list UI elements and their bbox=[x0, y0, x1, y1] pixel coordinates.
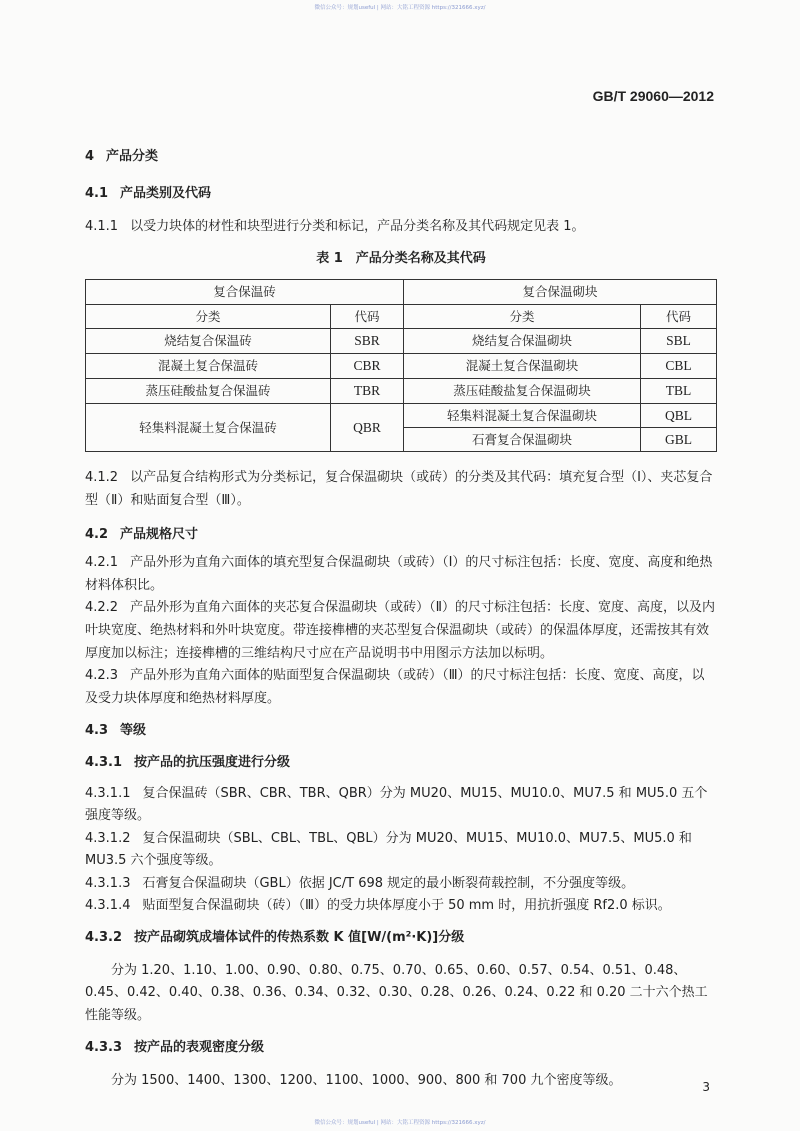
section-number: 4 bbox=[85, 149, 95, 164]
clause-text: 以受力块体的材性和块型进行分类和标记，产品分类名称及其代码规定见表 1。 bbox=[130, 219, 585, 235]
clause-text: 产品外形为直角六面体的夹芯复合保温砌块（或砖）（Ⅱ）的尺寸标注包括：长度、宽度、高度，以及内叶块宽度、绝热材料和外叶块宽度。带连接榫槽的夹芯型复合保温砌块（或砖）的保温体厚度，还需按其有效厚度加以标注；连接榫槽的三维结构尺寸应在产品说明书中用图示方法加以标明。 bbox=[85, 600, 715, 661]
section-title: 产品规格尺寸 bbox=[120, 526, 199, 542]
section-4-3-1 bbox=[85, 752, 717, 775]
clause-text: 产品外形为直角六面体的贴面型复合保温砌块（或砖）（Ⅲ）的尺寸标注包括：长度、宽度、高度，以及受力块体厚度和绝热材料厚度。 bbox=[85, 668, 705, 706]
section-4-3 bbox=[85, 720, 717, 743]
section-4-1 bbox=[85, 183, 717, 206]
clause-4-2-2 bbox=[85, 597, 717, 665]
col-header-class: 分类 bbox=[404, 305, 641, 329]
section-title: 产品分类 bbox=[106, 149, 159, 164]
clause-4-3-1-2 bbox=[85, 828, 717, 873]
col-header-code: 代码 bbox=[641, 305, 717, 329]
cell-code: TBR bbox=[331, 379, 404, 404]
cell-code: QBL bbox=[641, 404, 717, 428]
group-header-bricks: 复合保温砖 bbox=[86, 280, 404, 305]
watermark-bottom: 微信公众号：规划useful | 网站：大铭工程资源 https://321666.xyz/ bbox=[314, 1120, 486, 1126]
cell-code: GBL bbox=[641, 428, 717, 452]
section-4-2 bbox=[85, 524, 717, 547]
table-row bbox=[86, 379, 717, 404]
cell-code: TBL bbox=[641, 379, 717, 404]
cell: 轻集料混凝土复合保温砖 bbox=[86, 404, 331, 452]
section-title: 等级 bbox=[120, 723, 147, 739]
section-4-3-2 bbox=[85, 927, 717, 950]
clause-4-3-1-3 bbox=[85, 873, 717, 896]
cell-code: QBR bbox=[331, 404, 404, 452]
clause-number: 4.3.1.2 bbox=[85, 830, 131, 846]
table-row bbox=[86, 354, 717, 379]
group-header-blocks: 复合保温砌块 bbox=[404, 280, 717, 305]
cell: 烧结复合保温砖 bbox=[86, 329, 331, 354]
clause-number: 4.3.1.4 bbox=[85, 898, 131, 914]
cell: 混凝土复合保温砖 bbox=[86, 354, 331, 379]
cell-code: CBR bbox=[331, 354, 404, 379]
clause-4-1-2 bbox=[85, 467, 717, 512]
cell: 混凝土复合保温砌块 bbox=[404, 354, 641, 379]
clause-text: 复合保温砌块（SBL、CBL、TBL、QBL）分为 MU20、MU15、MU10.0、MU7.5、MU5.0 和 MU3.5 六个强度等级。 bbox=[85, 830, 692, 869]
section-title: 产品类别及代码 bbox=[120, 185, 212, 201]
paragraph-4-3-3: 分为 1500、1400、1300、1200、1100、1000、900、800 和 700 九个密度等级。 bbox=[111, 1073, 622, 1089]
section-number: 4.2 bbox=[85, 526, 109, 542]
clause-text: 复合保温砖（SBR、CBR、TBR、QBR）分为 MU20、MU15、MU10.0、MU7.5 和 MU5.0 五个强度等级。 bbox=[85, 785, 708, 824]
watermark-top: 微信公众号：规划useful | 网站：大铭工程资源 https://321666.xyz/ bbox=[314, 5, 486, 11]
clause-number: 4.2.2 bbox=[85, 600, 119, 616]
standard-number: GB/T 29060—2012 bbox=[592, 88, 714, 104]
clause-number: 4.2.1 bbox=[85, 555, 119, 571]
col-header-class: 分类 bbox=[86, 305, 331, 329]
section-title: 按产品的表观密度分级 bbox=[134, 1040, 265, 1056]
section-title: 按产品的抗压强度进行分级 bbox=[134, 754, 291, 770]
clause-4-3-1-4 bbox=[85, 895, 717, 918]
cell: 石膏复合保温砌块 bbox=[404, 428, 641, 452]
clause-number: 4.1.2 bbox=[85, 470, 119, 486]
table-title: 表 1 产品分类名称及其代码 bbox=[316, 250, 486, 266]
clause-4-2-1 bbox=[85, 552, 717, 597]
section-4-3-3 bbox=[85, 1037, 717, 1060]
cell: 烧结复合保温砌块 bbox=[404, 329, 641, 354]
clause-number: 4.3.1.3 bbox=[85, 875, 131, 891]
section-number: 4.3.1 bbox=[85, 754, 123, 770]
cell-code: SBL bbox=[641, 329, 717, 354]
classification-table bbox=[85, 279, 717, 452]
cell: 轻集料混凝土复合保温砌块 bbox=[404, 404, 641, 428]
cell-code: SBR bbox=[331, 329, 404, 354]
col-header-code: 代码 bbox=[331, 305, 404, 329]
section-number: 4.3 bbox=[85, 723, 109, 739]
clause-text: 以产品复合结构形式为分类标记，复合保温砌块（或砖）的分类及其代码：填充复合型（Ⅰ）、夹芯复合型（Ⅱ）和贴面复合型（Ⅲ）。 bbox=[85, 470, 713, 508]
section-number: 4.3.2 bbox=[85, 930, 123, 946]
section-number: 4.3.3 bbox=[85, 1040, 123, 1056]
cell: 蒸压硅酸盐复合保温砌块 bbox=[404, 379, 641, 404]
clause-text: 石膏复合保温砌块（GBL）依据 JC/T 698 规定的最小断裂荷载控制，不分强度等级。 bbox=[142, 875, 635, 891]
clause-4-2-3 bbox=[85, 665, 717, 710]
table-row bbox=[86, 404, 717, 428]
document-body bbox=[85, 0, 717, 1093]
section-4 bbox=[85, 146, 717, 169]
cell-code: CBL bbox=[641, 354, 717, 379]
paragraph-4-3-2: 分为 1.20、1.10、1.00、0.90、0.80、0.75、0.70、0.65、0.60、0.57、0.54、0.51、0.48、0.45、0.42、0.40、0.38、0.36、0.34、0.32、0.30、0.28、0.26、0.24、0.22 和 0.20 二十六个热工性能等级。 bbox=[85, 962, 708, 1023]
page-number: 3 bbox=[702, 1080, 710, 1094]
clause-4-1-1 bbox=[85, 216, 717, 239]
clause-4-3-1-1 bbox=[85, 783, 717, 828]
clause-text: 贴面型复合保温砌块（砖）（Ⅲ）的受力块体厚度小于 50 mm 时，用抗折强度 Rf2.0 标识。 bbox=[142, 898, 671, 914]
clause-number: 4.3.1.1 bbox=[85, 785, 131, 801]
cell: 蒸压硅酸盐复合保温砖 bbox=[86, 379, 331, 404]
table-row bbox=[86, 329, 717, 354]
clause-number: 4.1.1 bbox=[85, 219, 119, 235]
clause-number: 4.2.3 bbox=[85, 668, 119, 684]
section-title: 按产品砌筑成墙体试件的传热系数 K 值[W/(m²·K)]分级 bbox=[134, 930, 465, 946]
clause-text: 产品外形为直角六面体的填充型复合保温砌块（或砖）（Ⅰ）的尺寸标注包括：长度、宽度、高度和绝热材料体积比。 bbox=[85, 555, 713, 593]
section-number: 4.1 bbox=[85, 185, 109, 201]
